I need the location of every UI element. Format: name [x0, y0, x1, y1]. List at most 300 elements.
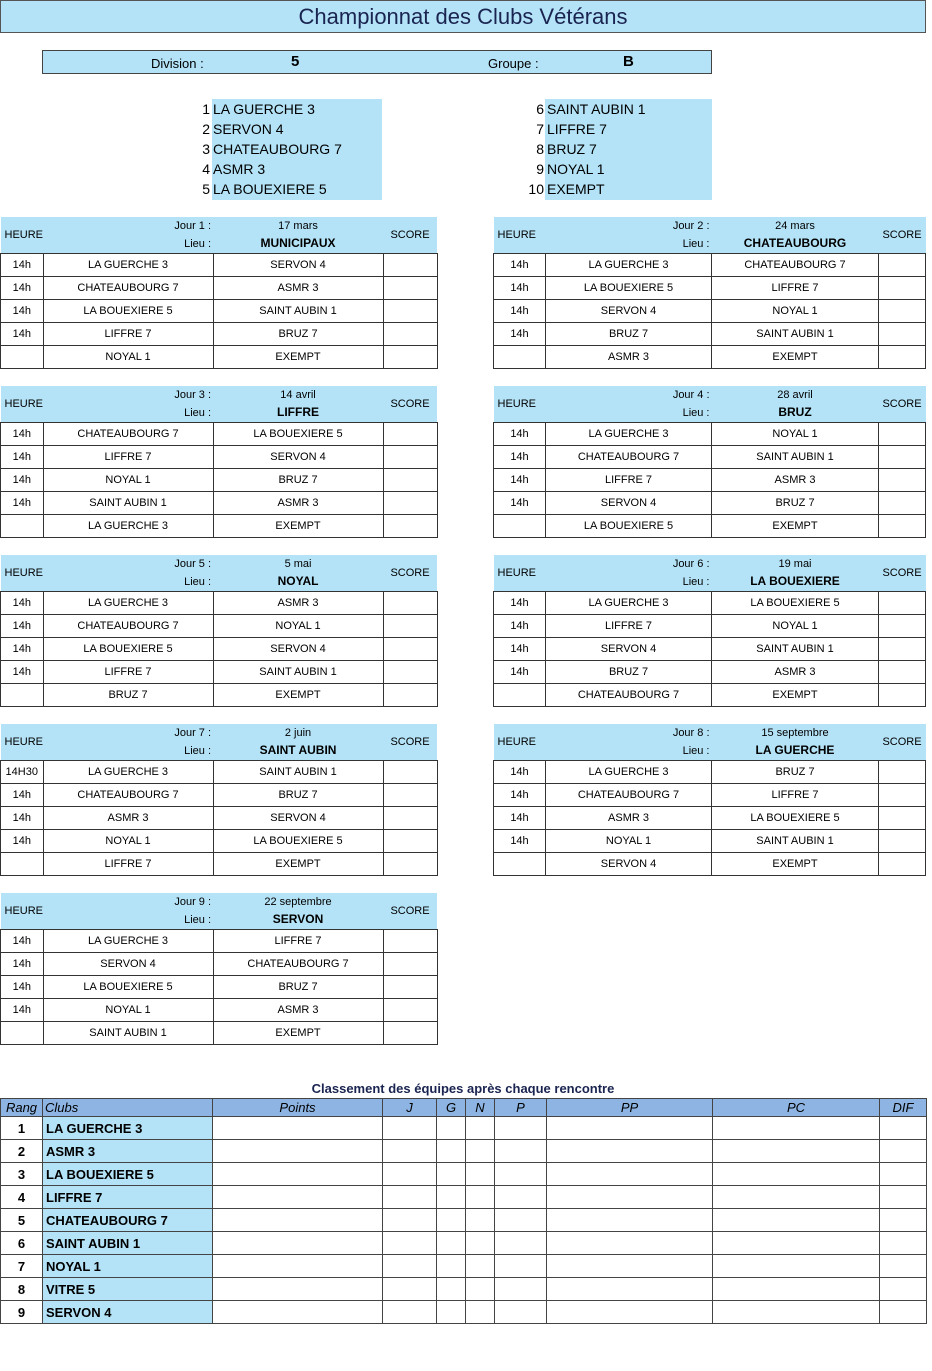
match-row — [1, 277, 438, 300]
stat-cell[interactable] — [880, 1301, 927, 1324]
away-team: ASMR 3 — [213, 999, 383, 1022]
day-place-cell — [213, 386, 383, 423]
score-cell[interactable] — [383, 346, 437, 369]
stat-cell[interactable] — [437, 1301, 466, 1324]
match-time: 14h — [494, 446, 546, 469]
match-row — [494, 515, 926, 538]
match-row — [1, 661, 438, 684]
rank-club: LA GUERCHE 3 — [43, 1117, 213, 1140]
score-header: SCORE — [383, 386, 437, 423]
day-table — [0, 893, 438, 1045]
away-team: NOYAL 1 — [712, 615, 879, 638]
stat-cell[interactable] — [495, 1117, 547, 1140]
score-cell[interactable] — [383, 592, 437, 615]
score-cell[interactable] — [383, 661, 437, 684]
rank-club: VITRE 5 — [43, 1278, 213, 1301]
away-team: LA BOUEXIERE 5 — [213, 423, 383, 446]
match-time: 14H30 — [1, 761, 44, 784]
score-cell[interactable] — [383, 323, 437, 346]
stat-cell[interactable] — [437, 1255, 466, 1278]
away-team: BRUZ 7 — [213, 323, 383, 346]
stat-cell[interactable] — [466, 1140, 495, 1163]
stat-cell[interactable] — [383, 1278, 437, 1301]
match-row — [1, 615, 438, 638]
lieu-label: Lieu : — [682, 745, 710, 757]
home-team: ASMR 3 — [43, 807, 213, 830]
match-time: 14h — [1, 830, 44, 853]
score-header: SCORE — [879, 555, 926, 592]
away-team: SAINT AUBIN 1 — [712, 323, 879, 346]
stat-cell[interactable] — [466, 1232, 495, 1255]
match-time: 14h — [1, 930, 44, 953]
day-label-cell — [43, 386, 213, 423]
score-cell[interactable] — [383, 784, 437, 807]
score-cell[interactable] — [879, 807, 926, 830]
rank-number: 6 — [1, 1232, 43, 1255]
stat-cell[interactable] — [383, 1232, 437, 1255]
away-team: SAINT AUBIN 1 — [213, 761, 383, 784]
score-cell[interactable] — [879, 661, 926, 684]
score-cell[interactable] — [879, 346, 926, 369]
stat-cell[interactable] — [713, 1255, 880, 1278]
stat-cell[interactable] — [495, 1232, 547, 1255]
match-row — [1, 469, 438, 492]
day-table — [493, 386, 926, 538]
home-team: CHATEAUBOURG 7 — [43, 615, 213, 638]
stat-cell[interactable] — [713, 1140, 880, 1163]
team-name: SERVON 4 — [213, 121, 284, 137]
stat-cell[interactable] — [547, 1301, 713, 1324]
match-time: 14h — [1, 661, 44, 684]
score-header: SCORE — [879, 217, 926, 254]
score-cell[interactable] — [383, 277, 437, 300]
match-row — [494, 761, 926, 784]
stat-cell[interactable] — [880, 1232, 927, 1255]
group-label: Groupe : — [488, 56, 539, 71]
score-header: SCORE — [383, 893, 437, 930]
match-time: 14h — [494, 277, 546, 300]
stat-cell[interactable] — [213, 1140, 383, 1163]
day-place: MUNICIPAUX — [260, 236, 336, 250]
away-team: BRUZ 7 — [712, 492, 879, 515]
match-row — [1, 807, 438, 830]
match-time: 14h — [494, 661, 546, 684]
home-team: LA BOUEXIERE 5 — [546, 515, 712, 538]
rank-club: SAINT AUBIN 1 — [43, 1232, 213, 1255]
score-cell[interactable] — [383, 853, 437, 876]
day-place-cell — [213, 893, 383, 930]
match-row — [494, 638, 926, 661]
away-team: SERVON 4 — [213, 254, 383, 277]
lieu-label: Lieu : — [184, 576, 212, 588]
stat-cell[interactable] — [713, 1186, 880, 1209]
match-row — [1, 976, 438, 999]
score-cell[interactable] — [383, 615, 437, 638]
rank-club: NOYAL 1 — [43, 1255, 213, 1278]
stat-cell[interactable] — [495, 1278, 547, 1301]
match-time: 14h — [1, 999, 44, 1022]
rank-number: 4 — [1, 1186, 43, 1209]
stat-cell[interactable] — [213, 1301, 383, 1324]
away-team: CHATEAUBOURG 7 — [213, 953, 383, 976]
score-cell[interactable] — [383, 953, 437, 976]
score-cell[interactable] — [879, 277, 926, 300]
day-place-cell — [712, 555, 879, 592]
rank-number: 2 — [1, 1140, 43, 1163]
stat-cell[interactable] — [713, 1278, 880, 1301]
score-cell[interactable] — [879, 323, 926, 346]
stat-cell[interactable] — [713, 1163, 880, 1186]
score-cell[interactable] — [879, 684, 926, 707]
match-row — [1, 592, 438, 615]
ranking-row — [1, 1117, 927, 1140]
division-value: 5 — [291, 53, 300, 70]
stat-cell[interactable] — [437, 1186, 466, 1209]
day-label-cell — [43, 724, 213, 761]
score-cell[interactable] — [879, 761, 926, 784]
stat-cell[interactable] — [880, 1255, 927, 1278]
away-team: SAINT AUBIN 1 — [712, 638, 879, 661]
lieu-label: Lieu : — [184, 238, 212, 250]
stat-cell[interactable] — [495, 1163, 547, 1186]
match-time: 14h — [1, 469, 44, 492]
home-team: LA BOUEXIERE 5 — [43, 976, 213, 999]
home-team: NOYAL 1 — [43, 999, 213, 1022]
day-place: SERVON — [272, 912, 324, 926]
stat-cell[interactable] — [466, 1186, 495, 1209]
ranking-row — [1, 1209, 927, 1232]
stat-cell[interactable] — [437, 1232, 466, 1255]
score-cell[interactable] — [383, 930, 437, 953]
match-row — [494, 300, 926, 323]
match-row — [494, 807, 926, 830]
day-number: Jour 5 : — [174, 558, 212, 570]
away-team: SAINT AUBIN 1 — [712, 830, 879, 853]
match-time: 14h — [1, 638, 44, 661]
home-team: LA BOUEXIERE 5 — [43, 300, 213, 323]
score-cell[interactable] — [383, 976, 437, 999]
away-team: LA BOUEXIERE 5 — [712, 807, 879, 830]
stat-cell[interactable] — [466, 1255, 495, 1278]
stat-cell[interactable] — [213, 1278, 383, 1301]
away-team: LA BOUEXIERE 5 — [213, 830, 383, 853]
stat-cell[interactable] — [880, 1278, 927, 1301]
score-cell[interactable] — [383, 469, 437, 492]
score-cell[interactable] — [879, 615, 926, 638]
day-place: LIFFRE — [277, 405, 320, 419]
match-time: 14h — [1, 615, 44, 638]
score-cell[interactable] — [879, 515, 926, 538]
stat-cell[interactable] — [880, 1117, 927, 1140]
stat-cell[interactable] — [213, 1186, 383, 1209]
day-label-cell — [546, 217, 712, 254]
day-place: LA GUERCHE — [755, 743, 835, 757]
score-cell[interactable] — [383, 515, 437, 538]
home-team: CHATEAUBOURG 7 — [43, 277, 213, 300]
away-team: EXEMPT — [213, 346, 383, 369]
rank-club: ASMR 3 — [43, 1140, 213, 1163]
score-cell[interactable] — [879, 853, 926, 876]
match-row — [1, 830, 438, 853]
score-cell[interactable] — [879, 638, 926, 661]
stat-cell[interactable] — [466, 1117, 495, 1140]
stat-cell[interactable] — [495, 1255, 547, 1278]
score-cell[interactable] — [383, 300, 437, 323]
match-time — [1, 853, 44, 876]
score-cell[interactable] — [383, 761, 437, 784]
home-team: CHATEAUBOURG 7 — [546, 446, 712, 469]
stat-cell[interactable] — [547, 1255, 713, 1278]
match-time — [494, 346, 546, 369]
match-row — [1, 446, 438, 469]
stat-cell[interactable] — [383, 1301, 437, 1324]
stat-cell[interactable] — [437, 1140, 466, 1163]
stat-cell[interactable] — [713, 1232, 880, 1255]
day-place-cell — [712, 217, 879, 254]
score-header: SCORE — [383, 724, 437, 761]
match-row — [1, 684, 438, 707]
stat-cell[interactable] — [437, 1117, 466, 1140]
home-team: LA GUERCHE 3 — [546, 423, 712, 446]
away-team: EXEMPT — [712, 684, 879, 707]
stat-cell[interactable] — [713, 1301, 880, 1324]
home-team: SERVON 4 — [546, 300, 712, 323]
stat-cell[interactable] — [547, 1232, 713, 1255]
stat-cell[interactable] — [547, 1186, 713, 1209]
rank-number: 3 — [1, 1163, 43, 1186]
match-row — [1, 784, 438, 807]
stat-cell[interactable] — [213, 1163, 383, 1186]
away-team: EXEMPT — [213, 853, 383, 876]
home-team: BRUZ 7 — [546, 661, 712, 684]
team-name: SAINT AUBIN 1 — [547, 101, 646, 117]
division-bar — [42, 50, 712, 74]
ranking-header-5: N — [466, 1099, 495, 1117]
team-name: LA BOUEXIERE 5 — [213, 181, 327, 197]
match-time: 14h — [1, 277, 44, 300]
score-cell[interactable] — [383, 492, 437, 515]
score-header: SCORE — [383, 555, 437, 592]
stat-cell[interactable] — [466, 1163, 495, 1186]
match-row — [1, 300, 438, 323]
score-cell[interactable] — [879, 423, 926, 446]
away-team: SERVON 4 — [213, 446, 383, 469]
score-header: SCORE — [879, 386, 926, 423]
heure-header: HEURE — [1, 893, 44, 930]
stat-cell[interactable] — [437, 1278, 466, 1301]
match-row — [1, 853, 438, 876]
home-team: LIFFRE 7 — [43, 853, 213, 876]
score-cell[interactable] — [383, 1022, 437, 1045]
rank-number: 7 — [1, 1255, 43, 1278]
match-time: 14h — [494, 469, 546, 492]
stat-cell[interactable] — [466, 1301, 495, 1324]
day-table — [0, 386, 438, 538]
stat-cell[interactable] — [383, 1186, 437, 1209]
match-time — [494, 515, 546, 538]
match-row — [1, 323, 438, 346]
team-number: 10 — [528, 181, 544, 197]
stat-cell[interactable] — [383, 1209, 437, 1232]
stat-cell[interactable] — [383, 1117, 437, 1140]
stat-cell[interactable] — [495, 1209, 547, 1232]
day-label-cell — [43, 555, 213, 592]
score-cell[interactable] — [383, 830, 437, 853]
stat-cell[interactable] — [466, 1209, 495, 1232]
day-date: 14 avril — [280, 389, 316, 401]
heure-header: HEURE — [1, 386, 44, 423]
ranking-header-7: PP — [547, 1099, 713, 1117]
heure-header: HEURE — [494, 555, 546, 592]
team-name: LIFFRE 7 — [547, 121, 607, 137]
stat-cell[interactable] — [880, 1209, 927, 1232]
day-date: 19 mai — [778, 558, 812, 570]
day-label-cell — [546, 386, 712, 423]
stat-cell[interactable] — [213, 1232, 383, 1255]
match-time: 14h — [1, 976, 44, 999]
match-time: 14h — [1, 323, 44, 346]
team-number: 2 — [202, 121, 210, 137]
ranking-header-8: PC — [713, 1099, 880, 1117]
day-place: BRUZ — [778, 405, 812, 419]
match-row — [494, 423, 926, 446]
match-time — [494, 853, 546, 876]
match-time: 14h — [494, 254, 546, 277]
team-number: 8 — [536, 141, 544, 157]
match-row — [494, 592, 926, 615]
ranking-row — [1, 1278, 927, 1301]
match-time: 14h — [1, 953, 44, 976]
match-row — [1, 1022, 438, 1045]
score-cell[interactable] — [383, 446, 437, 469]
day-number: Jour 2 : — [672, 220, 710, 232]
away-team: ASMR 3 — [213, 492, 383, 515]
match-time: 14h — [1, 784, 44, 807]
score-header: SCORE — [383, 217, 437, 254]
stat-cell[interactable] — [383, 1140, 437, 1163]
heure-header: HEURE — [1, 724, 44, 761]
score-cell[interactable] — [383, 807, 437, 830]
rank-number: 1 — [1, 1117, 43, 1140]
match-time: 14h — [494, 423, 546, 446]
score-cell[interactable] — [879, 446, 926, 469]
home-team: LA GUERCHE 3 — [43, 592, 213, 615]
stat-cell[interactable] — [495, 1140, 547, 1163]
stat-cell[interactable] — [547, 1278, 713, 1301]
stat-cell[interactable] — [880, 1163, 927, 1186]
score-cell[interactable] — [879, 254, 926, 277]
home-team: LIFFRE 7 — [43, 323, 213, 346]
match-time — [1, 1022, 44, 1045]
home-team: LA GUERCHE 3 — [43, 761, 213, 784]
stat-cell[interactable] — [880, 1140, 927, 1163]
score-cell[interactable] — [879, 492, 926, 515]
stat-cell[interactable] — [547, 1140, 713, 1163]
team-name: ASMR 3 — [213, 161, 266, 177]
away-team: EXEMPT — [712, 515, 879, 538]
score-cell[interactable] — [879, 830, 926, 853]
heure-header: HEURE — [494, 217, 546, 254]
team-number: 5 — [202, 181, 210, 197]
score-cell[interactable] — [879, 469, 926, 492]
stat-cell[interactable] — [437, 1209, 466, 1232]
score-cell[interactable] — [383, 999, 437, 1022]
day-date: 5 mai — [284, 558, 312, 570]
stat-cell[interactable] — [547, 1117, 713, 1140]
day-date: 2 juin — [284, 727, 312, 739]
score-cell[interactable] — [879, 300, 926, 323]
match-row — [494, 784, 926, 807]
stat-cell[interactable] — [383, 1163, 437, 1186]
ranking-row — [1, 1140, 927, 1163]
away-team: ASMR 3 — [213, 277, 383, 300]
away-team: EXEMPT — [712, 853, 879, 876]
score-cell[interactable] — [383, 254, 437, 277]
stat-cell[interactable] — [880, 1186, 927, 1209]
day-table — [0, 724, 438, 876]
home-team: NOYAL 1 — [43, 346, 213, 369]
home-team: LA GUERCHE 3 — [546, 592, 712, 615]
match-time — [1, 684, 44, 707]
rank-number: 5 — [1, 1209, 43, 1232]
stat-cell[interactable] — [495, 1186, 547, 1209]
stat-cell[interactable] — [547, 1163, 713, 1186]
stat-cell[interactable] — [466, 1278, 495, 1301]
rank-club: LA BOUEXIERE 5 — [43, 1163, 213, 1186]
match-time: 14h — [494, 784, 546, 807]
home-team: LA BOUEXIERE 5 — [546, 277, 712, 300]
home-team: SAINT AUBIN 1 — [43, 492, 213, 515]
lieu-label: Lieu : — [682, 407, 710, 419]
score-cell[interactable] — [879, 592, 926, 615]
day-place-cell — [213, 555, 383, 592]
home-team: SERVON 4 — [546, 492, 712, 515]
away-team: EXEMPT — [712, 346, 879, 369]
score-cell[interactable] — [383, 684, 437, 707]
stat-cell[interactable] — [713, 1117, 880, 1140]
match-row — [494, 469, 926, 492]
home-team: NOYAL 1 — [43, 830, 213, 853]
team-name: BRUZ 7 — [547, 141, 597, 157]
stat-cell[interactable] — [547, 1209, 713, 1232]
home-team: LA GUERCHE 3 — [43, 515, 213, 538]
stat-cell[interactable] — [713, 1209, 880, 1232]
score-cell[interactable] — [383, 638, 437, 661]
score-cell[interactable] — [879, 784, 926, 807]
home-team: SAINT AUBIN 1 — [43, 1022, 213, 1045]
away-team: BRUZ 7 — [213, 976, 383, 999]
match-time: 14h — [494, 300, 546, 323]
match-time: 14h — [494, 492, 546, 515]
home-team: LIFFRE 7 — [43, 446, 213, 469]
match-time: 14h — [1, 300, 44, 323]
stat-cell[interactable] — [213, 1117, 383, 1140]
day-date: 24 mars — [775, 220, 815, 232]
match-time: 14h — [494, 638, 546, 661]
score-cell[interactable] — [383, 423, 437, 446]
match-row — [494, 254, 926, 277]
match-row — [494, 615, 926, 638]
ranking-header-6: P — [495, 1099, 547, 1117]
team-name: LA GUERCHE 3 — [213, 101, 315, 117]
stat-cell[interactable] — [437, 1163, 466, 1186]
stat-cell[interactable] — [383, 1255, 437, 1278]
group-value: B — [623, 53, 634, 70]
stat-cell[interactable] — [495, 1301, 547, 1324]
stat-cell[interactable] — [213, 1255, 383, 1278]
stat-cell[interactable] — [213, 1209, 383, 1232]
heure-header: HEURE — [1, 217, 44, 254]
